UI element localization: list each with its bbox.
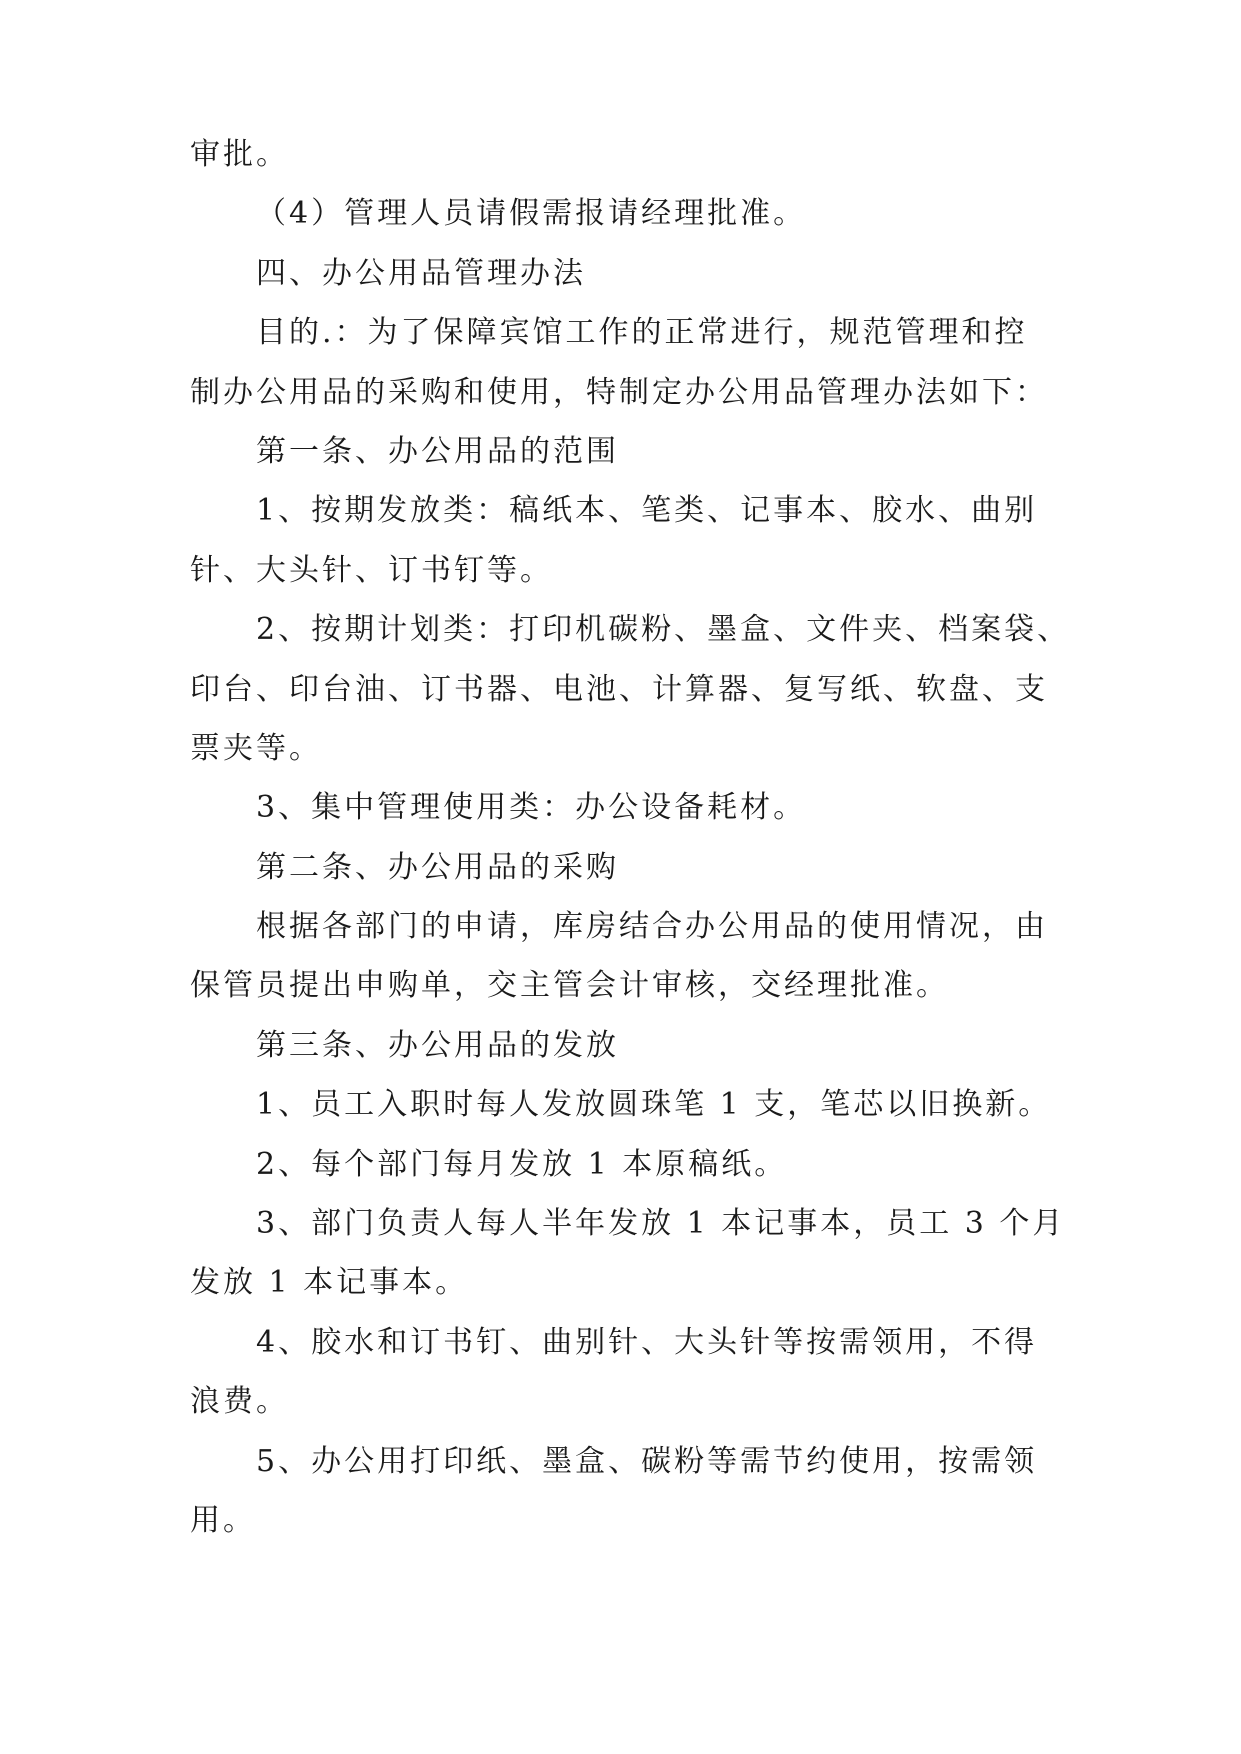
- text-line: 保管员提出申购单，交主管会计审核，交经理批准。: [190, 968, 949, 1004]
- text-line: 2、每个部门每月发放 1 本原稿纸。: [256, 1146, 788, 1182]
- text-line: 1、按期发放类：稿纸本、笔类、记事本、胶水、曲别: [256, 493, 1038, 529]
- text-line: 2、按期计划类：打印机碳粉、墨盒、文件夹、档案袋、: [256, 612, 1071, 648]
- text-line: 浪费。: [190, 1384, 289, 1420]
- text-line: 4、胶水和订书钉、曲别针、大头针等按需领用，不得: [256, 1324, 1038, 1360]
- text-line: 5、办公用打印纸、墨盒、碳粉等需节约使用，按需领: [256, 1443, 1038, 1479]
- text-line: 针、大头针、订书钉等。: [190, 552, 553, 588]
- text-line: 审批。: [190, 137, 289, 172]
- text-line: （4）管理人员请假需报请经理批准。: [256, 196, 807, 232]
- article-heading: 第三条、办公用品的发放: [256, 1027, 619, 1063]
- text-line: 根据各部门的申请，库房结合办公用品的使用情况，由: [256, 909, 1048, 945]
- article-heading: 第二条、办公用品的采购: [256, 849, 619, 885]
- text-line: 印台、印台油、订书器、电池、计算器、复写纸、软盘、支: [190, 671, 1048, 707]
- text-line: 制办公用品的采购和使用，特制定办公用品管理办法如下：: [190, 374, 1048, 410]
- text-line: 发放 1 本记事本。: [190, 1265, 469, 1301]
- text-line: 目的.：为了保障宾馆工作的正常进行，规范管理和控: [256, 315, 1028, 351]
- text-line: 用。: [190, 1502, 256, 1538]
- article-heading: 第一条、办公用品的范围: [256, 433, 619, 469]
- text-line: 3、部门负责人每人半年发放 1 本记事本，员工 3 个月: [256, 1206, 1066, 1242]
- text-line: 1、员工入职时每人发放圆珠笔 1 支，笔芯以旧换新。: [256, 1087, 1052, 1123]
- text-line: 3、集中管理使用类：办公设备耗材。: [256, 790, 807, 826]
- text-line: 票夹等。: [190, 730, 322, 766]
- section-heading: 四、办公用品管理办法: [256, 255, 586, 291]
- document-page: [190, 137, 1071, 1565]
